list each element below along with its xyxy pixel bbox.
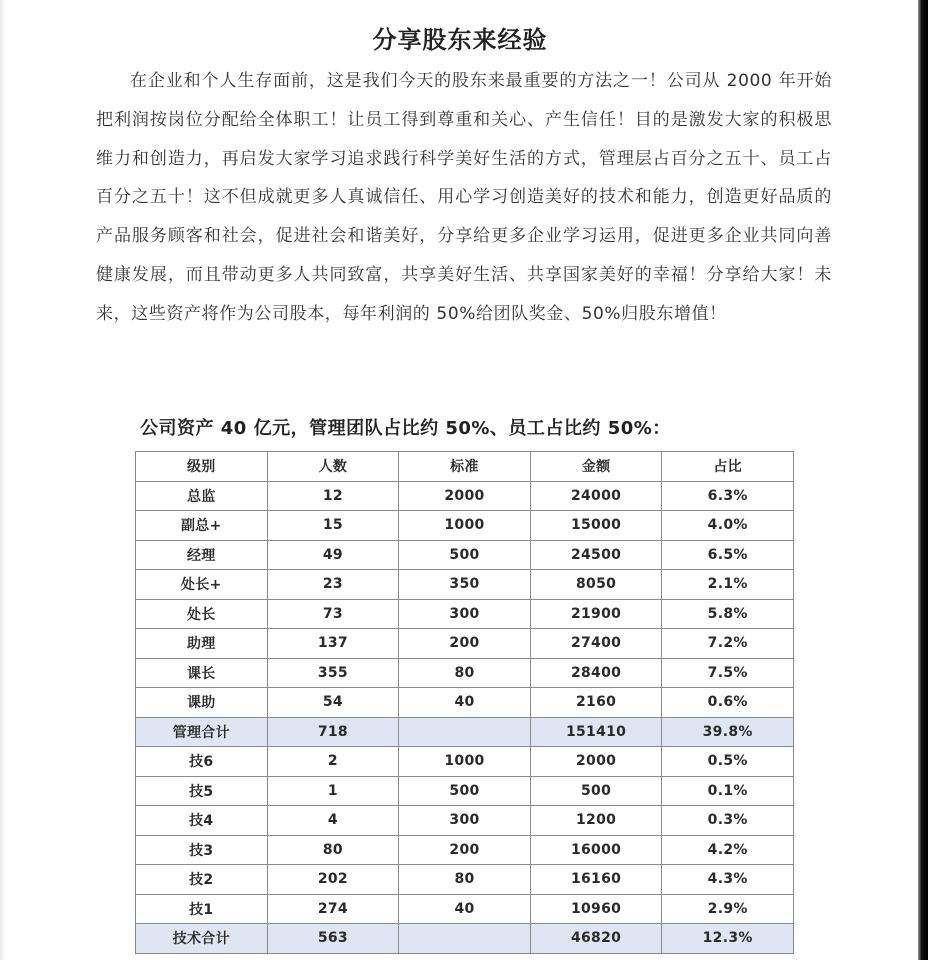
cell-share: 6.3% — [662, 481, 794, 511]
cell-share: 6.5% — [662, 540, 794, 570]
cell-share: 0.1% — [662, 776, 794, 806]
cell-level: 课长 — [136, 658, 268, 688]
cell-standard: 200 — [399, 835, 531, 865]
asset-summary-line: 公司资产 40 亿元，管理团队占比约 50%、员工占比约 50%： — [140, 418, 671, 439]
document-title: 分享股东来经验 — [372, 26, 548, 54]
cell-amount: 46820 — [530, 924, 662, 954]
cell-level: 副总+ — [136, 511, 268, 541]
cell-headcount: 355 — [267, 658, 399, 688]
cell-level: 技2 — [136, 865, 268, 895]
cell-standard: 80 — [399, 865, 531, 895]
cell-headcount: 15 — [267, 511, 399, 541]
cell-level: 处长 — [136, 599, 268, 629]
cell-standard: 2000 — [399, 481, 531, 511]
cell-amount: 24500 — [530, 540, 662, 570]
subtotal-row — [136, 717, 794, 747]
cell-headcount: 2 — [267, 747, 399, 777]
page-right-border — [918, 0, 928, 960]
cell-amount: 1200 — [530, 806, 662, 836]
cell-headcount: 4 — [267, 806, 399, 836]
cell-amount: 21900 — [530, 599, 662, 629]
cell-standard: 350 — [399, 570, 531, 600]
table-row — [136, 511, 794, 541]
cell-amount: 28400 — [530, 658, 662, 688]
table-row — [136, 806, 794, 836]
cell-share: 5.8% — [662, 599, 794, 629]
cell-amount: 16160 — [530, 865, 662, 895]
cell-standard: 40 — [399, 894, 531, 924]
cell-amount: 2160 — [530, 688, 662, 718]
cell-standard — [399, 717, 531, 747]
cell-headcount: 1 — [267, 776, 399, 806]
cell-level: 技6 — [136, 747, 268, 777]
cell-amount: 24000 — [530, 481, 662, 511]
cell-amount: 2000 — [530, 747, 662, 777]
cell-level: 管理合计 — [136, 717, 268, 747]
cell-share: 0.6% — [662, 688, 794, 718]
cell-share: 39.8% — [662, 717, 794, 747]
cell-share: 2.9% — [662, 894, 794, 924]
cell-amount: 15000 — [530, 511, 662, 541]
cell-level: 技5 — [136, 776, 268, 806]
cell-amount: 8050 — [530, 570, 662, 600]
table-row — [136, 865, 794, 895]
cell-headcount: 274 — [267, 894, 399, 924]
cell-standard: 40 — [399, 688, 531, 718]
header-headcount: 人数 — [267, 452, 399, 482]
cell-level: 助理 — [136, 629, 268, 659]
subtotal-row — [136, 924, 794, 954]
cell-share: 0.3% — [662, 806, 794, 836]
table-row — [136, 481, 794, 511]
cell-level: 技1 — [136, 894, 268, 924]
cell-headcount: 137 — [267, 629, 399, 659]
table-row — [136, 629, 794, 659]
cell-amount: 16000 — [530, 835, 662, 865]
cell-headcount: 80 — [267, 835, 399, 865]
page-left-edge — [0, 0, 6, 960]
cell-share: 7.5% — [662, 658, 794, 688]
cell-share: 12.3% — [662, 924, 794, 954]
cell-standard — [399, 924, 531, 954]
cell-standard: 300 — [399, 599, 531, 629]
cell-standard: 1000 — [399, 747, 531, 777]
cell-share: 7.2% — [662, 629, 794, 659]
cell-headcount: 54 — [267, 688, 399, 718]
cell-standard: 500 — [399, 776, 531, 806]
cell-amount: 151410 — [530, 717, 662, 747]
table-row — [136, 688, 794, 718]
cell-amount: 500 — [530, 776, 662, 806]
cell-share: 2.1% — [662, 570, 794, 600]
cell-share: 0.5% — [662, 747, 794, 777]
cell-headcount: 73 — [267, 599, 399, 629]
cell-amount: 10960 — [530, 894, 662, 924]
cell-share: 4.2% — [662, 835, 794, 865]
cell-standard: 80 — [399, 658, 531, 688]
cell-headcount: 12 — [267, 481, 399, 511]
cell-level: 课助 — [136, 688, 268, 718]
cell-standard: 500 — [399, 540, 531, 570]
cell-standard: 300 — [399, 806, 531, 836]
table-row — [136, 540, 794, 570]
header-level: 级别 — [136, 452, 268, 482]
table-row — [136, 570, 794, 600]
table-row — [136, 776, 794, 806]
table-header-row — [136, 452, 794, 482]
table-row — [136, 658, 794, 688]
cell-share: 4.3% — [662, 865, 794, 895]
body-paragraph: 在企业和个人生存面前，这是我们今天的股东来最重要的方法之一！公司从 2000 年开始把利润按岗位分配给全体职工！让员工得到尊重和关心、产生信任！目的是激发大家的积极思维力和创造力，再启发大家学习追求践行科学美好生活的方式，管理层占百分之五十、员工占百分之五十！这不但成就更多人真诚信任、用心学习创造美好的技术和能力，创造更好品质的产品服务顾客和社会，促进社会和谐美好，分享给更多企业学习运用，促进更多企业共同向善健康发展，而且带动更多人共同致富，共享美好生活、共享国家美好的幸福！分享给大家！未来，这些资产将作为公司股本，每年利润的 50%给团队奖金、50%归股东增值！ — [96, 71, 832, 324]
cell-level: 技4 — [136, 806, 268, 836]
cell-headcount: 23 — [267, 570, 399, 600]
cell-headcount: 49 — [267, 540, 399, 570]
header-standard: 标准 — [399, 452, 531, 482]
table-row — [136, 894, 794, 924]
salary-distribution-table — [135, 451, 794, 954]
cell-headcount: 202 — [267, 865, 399, 895]
cell-headcount: 563 — [267, 924, 399, 954]
header-amount: 金额 — [530, 452, 662, 482]
table-row — [136, 747, 794, 777]
cell-level: 技3 — [136, 835, 268, 865]
cell-amount: 27400 — [530, 629, 662, 659]
table-row — [136, 835, 794, 865]
table-row — [136, 599, 794, 629]
cell-level: 经理 — [136, 540, 268, 570]
cell-level: 处长+ — [136, 570, 268, 600]
cell-standard: 200 — [399, 629, 531, 659]
cell-standard: 1000 — [399, 511, 531, 541]
cell-headcount: 718 — [267, 717, 399, 747]
cell-level: 总监 — [136, 481, 268, 511]
cell-share: 4.0% — [662, 511, 794, 541]
cell-level: 技术合计 — [136, 924, 268, 954]
header-share: 占比 — [662, 452, 794, 482]
